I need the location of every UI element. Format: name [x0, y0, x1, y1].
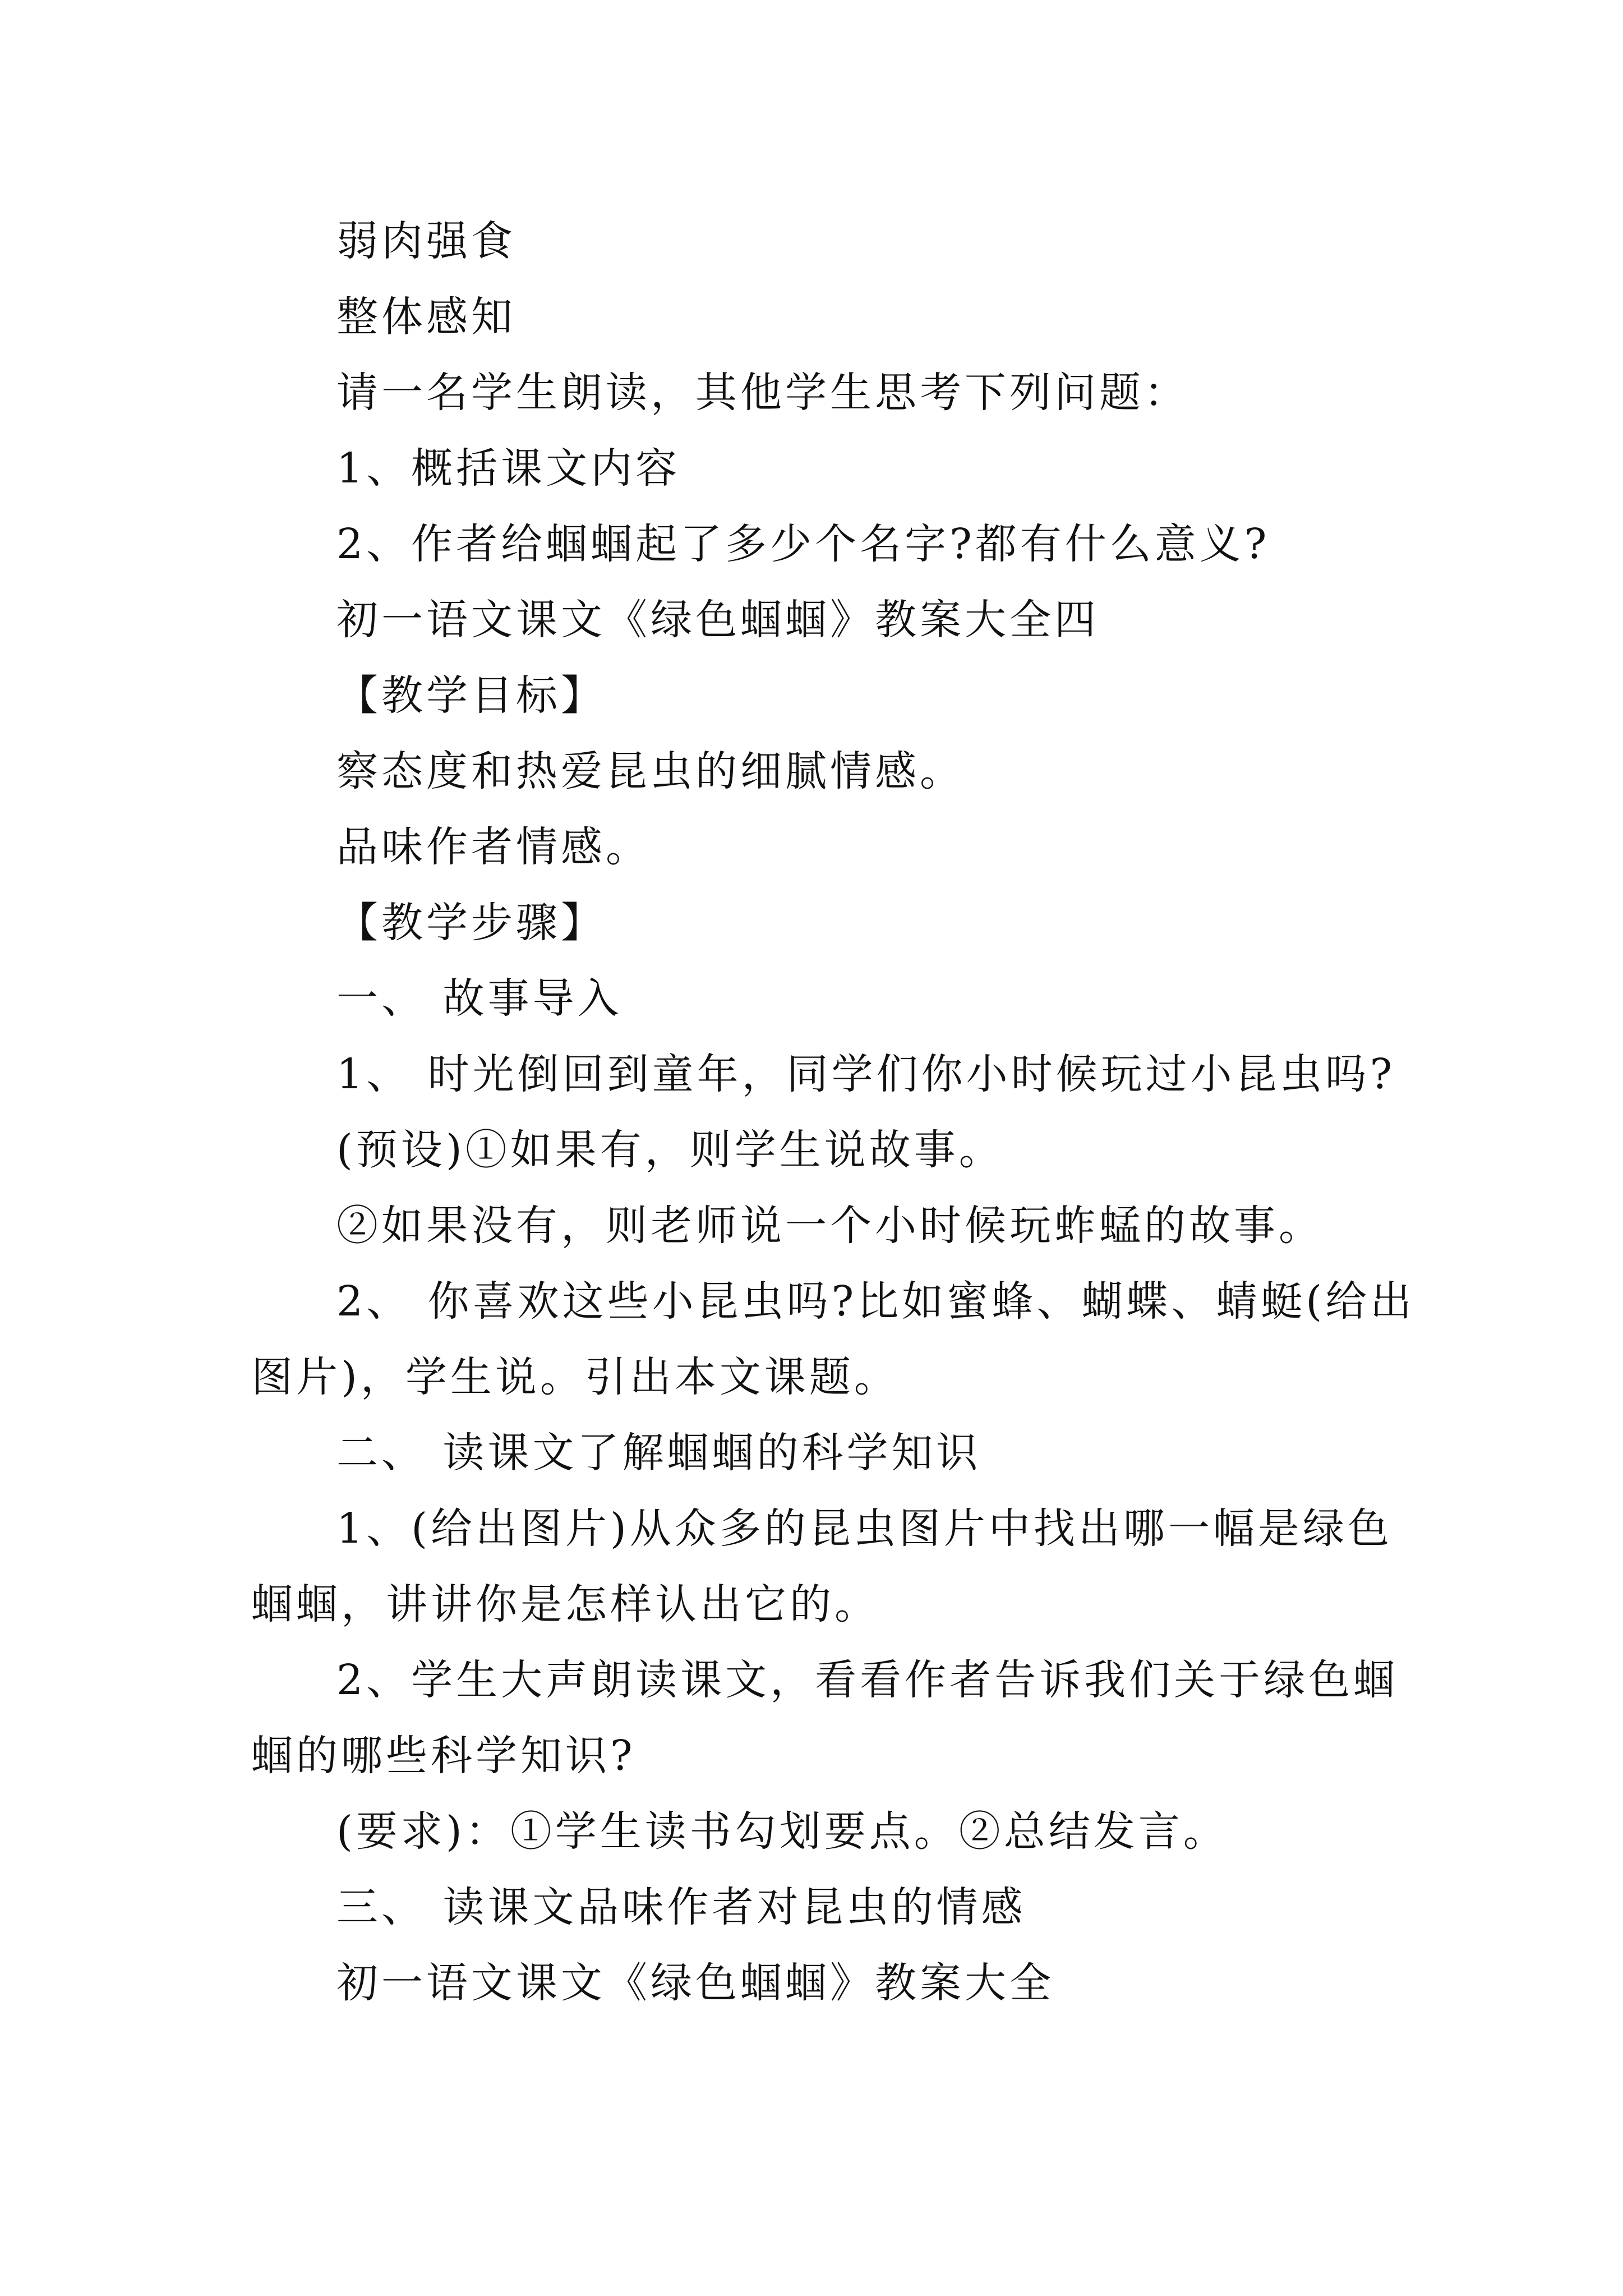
text-line: 二、 读课文了解蝈蝈的科学知识	[336, 1429, 981, 1477]
text-line: 初一语文课文《绿色蝈蝈》教案大全	[336, 1959, 1054, 2007]
text-line: 1、(给出图片)从众多的昆虫图片中找出哪一幅是绿色	[336, 1504, 1393, 1553]
text-line: 2、 你喜欢这些小昆虫吗?比如蜜蜂、蝴蝶、蜻蜓(给出	[336, 1277, 1415, 1326]
text-line: 初一语文课文《绿色蝈蝈》教案大全四	[336, 596, 1099, 644]
text-line: ②如果没有，则老师说一个小时候玩蚱蜢的故事。	[336, 1202, 1324, 1250]
text-line: 三、 读课文品味作者对昆虫的情感	[336, 1883, 1026, 1931]
text-line: (预设)①如果有，则学生说故事。	[336, 1126, 1004, 1174]
text-line: 1、概括课文内容	[336, 444, 681, 493]
text-line: 一、 故事导入	[336, 974, 623, 1023]
text-line: 【教学步骤】	[336, 899, 606, 947]
text-line: 2、学生大声朗读课文，看看作者告诉我们关于绿色蝈	[336, 1656, 1399, 1704]
text-line: 1、 时光倒回到童年，同学们你小时候玩过小昆虫吗?	[336, 1050, 1396, 1098]
text-line: 图片)，学生说。引出本文课题。	[251, 1353, 899, 1401]
text-line: 蝈的哪些科学知识?	[251, 1732, 636, 1780]
text-line: (要求)：①学生读书勾划要点。②总结发言。	[336, 1807, 1228, 1856]
text-line: 整体感知	[336, 293, 516, 341]
text-line: 蝈蝈，讲讲你是怎样认出它的。	[251, 1580, 879, 1628]
text-line: 【教学目标】	[336, 671, 606, 720]
text-line: 弱肉强食	[336, 217, 516, 265]
text-line: 2、作者给蝈蝈起了多少个名字?都有什么意义?	[336, 520, 1270, 568]
text-line: 察态度和热爱昆虫的细腻情感。	[336, 747, 965, 795]
text-line: 请一名学生朗读，其他学生思考下列问题：	[336, 369, 1189, 417]
text-line: 品味作者情感。	[336, 823, 651, 871]
